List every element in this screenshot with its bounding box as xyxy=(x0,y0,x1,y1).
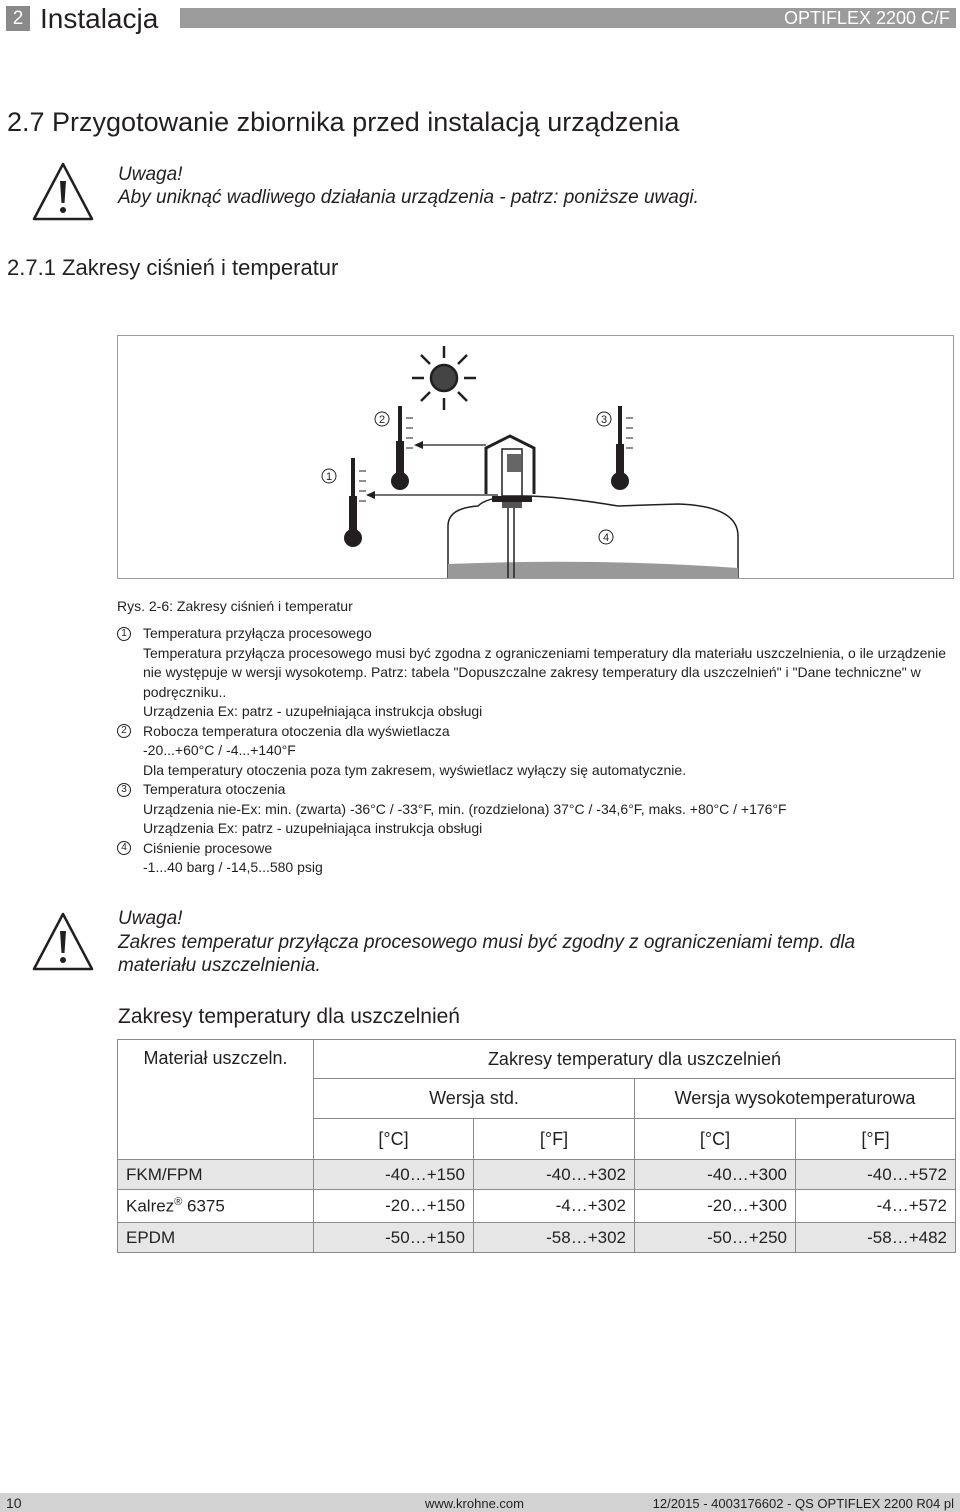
thermometer-icon xyxy=(611,406,633,490)
thermometer-icon xyxy=(391,406,413,490)
chapter-number: 2 xyxy=(6,6,30,31)
warning2-title: Uwaga! xyxy=(118,908,183,929)
legend-title: Robocza temperatura otoczenia dla wyświetlacza xyxy=(143,722,450,739)
legend-line: Urządzenia Ex: patrz - uzupełniająca instrukcja obsługi xyxy=(143,820,483,836)
high-c-cell: -50…+250 xyxy=(635,1223,796,1253)
col-header-std: Wersja std. xyxy=(314,1079,635,1119)
high-c-cell: -20…+300 xyxy=(635,1190,796,1223)
table-row xyxy=(118,1160,956,1190)
legend-line: Dla temperatury otoczenia poza tym zakresem, wyświetlacz wyłączy się automatycznie. xyxy=(143,761,687,778)
unit-fahrenheit: [°F] xyxy=(474,1119,635,1160)
unit-celsius: [°C] xyxy=(314,1119,474,1160)
legend-line: Urządzenia Ex: patrz - uzupełniająca instrukcja obsługi xyxy=(143,703,483,719)
marker-1: 1 xyxy=(325,471,333,483)
page-number: 10 xyxy=(6,1495,22,1511)
warning-text: Aby uniknąć wadliwego działania urządzenia - patrz: poniższe uwagi. xyxy=(118,187,699,208)
legend-number: 2 xyxy=(117,724,131,738)
warning2-text: Zakres temperatur przyłącza procesowego musi być zgodny z ograniczeniami temp. dla materiału uszczelnienia. xyxy=(118,932,856,976)
marker-4: 4 xyxy=(602,532,610,544)
std-f-cell: -40…+302 xyxy=(474,1160,635,1190)
seal-temperature-table xyxy=(117,1039,956,1253)
std-f-cell: -58…+302 xyxy=(474,1223,635,1253)
product-name: OPTIFLEX 2200 C/F xyxy=(783,8,950,28)
high-f-cell: -4…+572 xyxy=(796,1190,956,1223)
high-f-cell: -40…+572 xyxy=(796,1160,956,1190)
table-row xyxy=(118,1190,956,1223)
thermometer-icon xyxy=(344,458,366,547)
legend-number: 3 xyxy=(117,783,131,797)
col-header-high: Wersja wysokotemperaturowa xyxy=(635,1079,956,1119)
legend-title: Temperatura otoczenia xyxy=(143,781,286,797)
section-heading: 2.7 Przygotowanie zbiornika przed instalacją urządzenia xyxy=(7,107,680,137)
material-name: Kalrez xyxy=(126,1196,175,1216)
sun-icon xyxy=(412,346,476,410)
std-c-cell: -20…+150 xyxy=(314,1190,474,1223)
warning-triangle-icon xyxy=(31,161,95,223)
material-grade: 6375 xyxy=(182,1196,225,1216)
warning-title: Uwaga! xyxy=(118,164,183,185)
legend-line: Temperatura przyłącza procesowego musi być zgodna z ograniczeniami temperatury dla materiału uszczelnienia, o ile urządzenie nie występuje w wersji wysokotemp. Patrz: tabela "Dopuszczalne zakresy temperatury dla uszczelnień" i "Dane techniczne" w podręczniku.. xyxy=(143,644,947,700)
high-c-cell: -40…+300 xyxy=(635,1160,796,1190)
legend-line: -1...40 barg / -14,5...580 psig xyxy=(143,859,323,875)
subsection-heading: 2.7.1 Zakresy ciśnień i temperatur xyxy=(7,255,339,280)
legend-line: -20...+60°C / -4...+140°F xyxy=(143,742,296,758)
material-cell: EPDM xyxy=(118,1223,314,1253)
footer-doc-id: 12/2015 - 4003176602 - QS OPTIFLEX 2200 R04 pl xyxy=(652,1496,954,1511)
std-c-cell: -50…+150 xyxy=(314,1223,474,1253)
legend-number: 1 xyxy=(117,627,131,641)
legend-line: Urządzenia nie-Ex: min. (zwarta) -36°C / -33°F, min. (rozdzielona) 37°C / -34,6°F, maks. +80°C / +176°F xyxy=(143,800,787,817)
std-c-cell: -40…+150 xyxy=(314,1160,474,1190)
material-cell: FKM/FPM xyxy=(118,1160,314,1190)
col-header-group: Zakresy temperatury dla uszczelnień xyxy=(314,1040,956,1079)
legend-number: 4 xyxy=(117,841,131,855)
figure-caption: Rys. 2-6: Zakresy ciśnień i temperatur xyxy=(117,598,353,614)
table-title: Zakresy temperatury dla uszczelnień xyxy=(118,1005,460,1028)
unit-celsius: [°C] xyxy=(635,1119,796,1160)
col-header-material: Materiał uszczeln. xyxy=(118,1040,314,1160)
registered-mark: ® xyxy=(174,1195,183,1208)
tank-diagram xyxy=(118,336,953,578)
figure-legend xyxy=(117,624,955,878)
material-cell xyxy=(118,1190,314,1223)
marker-3: 3 xyxy=(600,414,608,426)
legend-title: Temperatura przyłącza procesowego xyxy=(143,625,372,641)
chapter-title: Instalacja xyxy=(40,3,159,34)
table-row xyxy=(118,1223,956,1253)
legend-title: Ciśnienie procesowe xyxy=(143,839,273,856)
warning-triangle-icon xyxy=(31,911,95,973)
std-f-cell: -4…+302 xyxy=(474,1190,635,1223)
footer-website[interactable]: www.krohne.com xyxy=(425,1496,524,1511)
high-f-cell: -58…+482 xyxy=(796,1223,956,1253)
unit-fahrenheit: [°F] xyxy=(796,1119,956,1160)
marker-2: 2 xyxy=(378,414,386,426)
